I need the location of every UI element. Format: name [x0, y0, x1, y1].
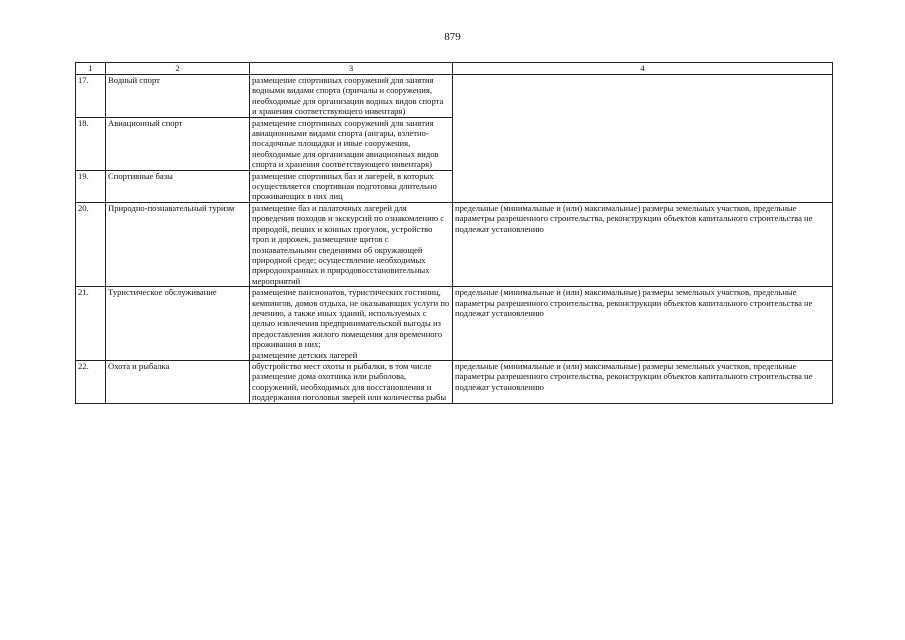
- use-type-description: размещение спортивных сооружений для занятия авиационными видами спорта (ангары, взлетно-посадочные площадки и иные сооружения, необходимые для организации авиационных видов спорта и хранения соответствующего инвентаря): [250, 117, 453, 170]
- table-row: [76, 75, 833, 118]
- parameters-cell: [453, 75, 833, 203]
- use-type-name: Водный спорт: [106, 75, 250, 118]
- use-type-name: Природно-познавательный туризм: [106, 202, 250, 286]
- land-use-table: [75, 62, 833, 404]
- parameters-cell: предельные (минимальные и (или) максимальные) размеры земельных участков, предельные параметры разрешенного строительства, реконструкции объектов капитального строительства не подлежат установлению: [453, 287, 833, 361]
- column-header-1: 1: [76, 63, 106, 75]
- column-header-4: 4: [453, 63, 833, 75]
- table-row: [76, 202, 833, 286]
- table-header-row: [76, 63, 833, 75]
- use-type-name: Авиационный спорт: [106, 117, 250, 170]
- use-type-description: размещение баз и палаточных лагерей для проведения походов и экскурсий по ознакомлению с природой, пеших и конных прогулок, устройство троп и дорожек, размещение щитов с познавательными сведениями об окружающей природной среде; осуществление необходимых природоохранных и природовосстановительных мероприятий: [250, 202, 453, 286]
- page-number: 879: [444, 31, 461, 43]
- table-row: [76, 287, 833, 361]
- use-type-name: Туристическое обслуживание: [106, 287, 250, 361]
- row-number: 17.: [76, 75, 106, 118]
- use-type-name: Спортивные базы: [106, 170, 250, 202]
- use-type-name: Охота и рыбалка: [106, 360, 250, 403]
- parameters-cell: предельные (минимальные и (или) максимальные) размеры земельных участков, предельные параметры разрешенного строительства, реконструкции объектов капитального строительства не подлежат установлению: [453, 360, 833, 403]
- row-number: 18.: [76, 117, 106, 170]
- use-type-description: размещение спортивных сооружений для занятия водными видами спорта (причалы и сооружения, необходимые для организации водных видов спорта и хранения соответствующего инвентаря): [250, 75, 453, 118]
- parameters-cell: предельные (минимальные и (или) максимальные) размеры земельных участков, предельные параметры разрешенного строительства, реконструкции объектов капитального строительства не подлежат установлению: [453, 202, 833, 286]
- row-number: 22.: [76, 360, 106, 403]
- column-header-2: 2: [106, 63, 250, 75]
- row-number: 21.: [76, 287, 106, 361]
- table-row: [76, 360, 833, 403]
- use-type-description: размещение спортивных баз и лагерей, в которых осуществляется спортивная подготовка длительно проживающих в них лиц: [250, 170, 453, 202]
- use-type-description: обустройство мест охоты и рыбалки, в том числе размещение дома охотника или рыболова, сооружений, необходимых для восстановления и поддержания поголовья зверей или количества рыбы: [250, 360, 453, 403]
- use-type-description: размещение пансионатов, туристических гостиниц, кемпингов, домов отдыха, не оказывающих услуги по лечению, а также иных зданий, используемых с целью извлечения предпринимательской выгоды из предоставления жилого помещения для временного проживания в них; размещение детских лагерей: [250, 287, 453, 361]
- row-number: 20.: [76, 202, 106, 286]
- column-header-3: 3: [250, 63, 453, 75]
- row-number: 19.: [76, 170, 106, 202]
